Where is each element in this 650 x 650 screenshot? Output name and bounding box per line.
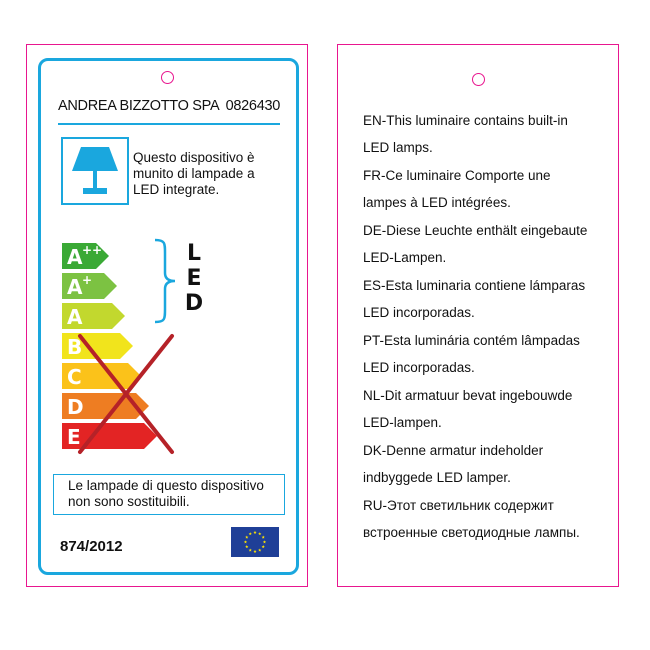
- energy-class-letter: A: [67, 305, 83, 329]
- product-code: 0826430: [225, 98, 280, 114]
- translation-line: LED-lampen.: [363, 415, 442, 430]
- lamp-description: [133, 150, 273, 198]
- energy-class-letter: B: [67, 335, 83, 359]
- energy-class-arrow: [62, 243, 109, 269]
- translations-list: [363, 107, 613, 547]
- lamp-description-line: LED integrate.: [133, 182, 220, 197]
- energy-class-letter: A: [67, 245, 83, 269]
- translation-line: LED incorporadas.: [363, 305, 475, 320]
- translation-line: встроенные светодиодные лампы.: [363, 525, 580, 540]
- energy-class-letter: C: [67, 365, 82, 389]
- translation-line: ES-Esta luminaria contiene lámparas: [363, 278, 586, 293]
- energy-class-superscript: +: [82, 273, 93, 287]
- translation-en: [363, 107, 613, 162]
- translation-pt: [363, 327, 613, 382]
- translation-fr: [363, 162, 613, 217]
- hang-hole-icon: [472, 73, 485, 86]
- translation-line: EN-This luminaire contains built-in: [363, 113, 568, 128]
- energy-class-superscript: ++: [82, 243, 103, 257]
- led-label: [182, 241, 206, 316]
- translation-line: lampes à LED intégrées.: [363, 195, 511, 210]
- translation-line: NL-Dit armatuur bevat ingebouwde: [363, 388, 573, 403]
- lamp-description-line: munito di lampade a: [133, 166, 255, 181]
- energy-class-letter: E: [67, 425, 81, 449]
- note-line: Le lampade di questo dispositivo: [68, 478, 264, 493]
- energy-class-letter: A: [67, 275, 83, 299]
- regulation-number: 874/2012: [60, 538, 123, 555]
- eu-flag-icon: [231, 527, 279, 557]
- translation-line: FR-Ce luminaire Comporte une: [363, 168, 551, 183]
- led-letter: L: [186, 241, 202, 266]
- energy-class-letter: D: [67, 395, 84, 419]
- translation-line: LED incorporadas.: [363, 360, 475, 375]
- translation-line: RU-Этот светильник содержит: [363, 498, 554, 513]
- translation-nl: [363, 382, 613, 437]
- led-letter: D: [184, 291, 204, 316]
- energy-class-arrow: [62, 423, 157, 449]
- table-lamp-icon: [61, 137, 129, 205]
- energy-class-arrow: [62, 273, 117, 299]
- header-divider: [58, 123, 280, 125]
- right-label-card: [337, 44, 619, 587]
- lamp-description-line: Questo dispositivo è: [133, 150, 255, 165]
- left-label-card: [26, 44, 308, 587]
- translation-dk: [363, 437, 613, 492]
- translation-de: [363, 217, 613, 272]
- translation-line: LED-Lampen.: [363, 250, 447, 265]
- translation-line: DK-Denne armatur indeholder: [363, 443, 544, 458]
- company-name: ANDREA BIZZOTTO SPA: [58, 98, 220, 114]
- non-replaceable-note: [53, 474, 285, 515]
- translation-line: indbyggede LED lamper.: [363, 470, 511, 485]
- translation-ru: [363, 492, 613, 547]
- translation-line: DE-Diese Leuchte enthält eingebaute: [363, 223, 588, 238]
- note-line: non sono sostituibili.: [68, 494, 190, 509]
- energy-class-arrow: [62, 303, 125, 329]
- translation-es: [363, 272, 613, 327]
- brace-icon: [151, 237, 181, 325]
- translation-line: PT-Esta luminária contém lâmpadas: [363, 333, 580, 348]
- led-letter: E: [186, 266, 202, 291]
- energy-class-arrow: [62, 363, 141, 389]
- translation-line: LED lamps.: [363, 140, 433, 155]
